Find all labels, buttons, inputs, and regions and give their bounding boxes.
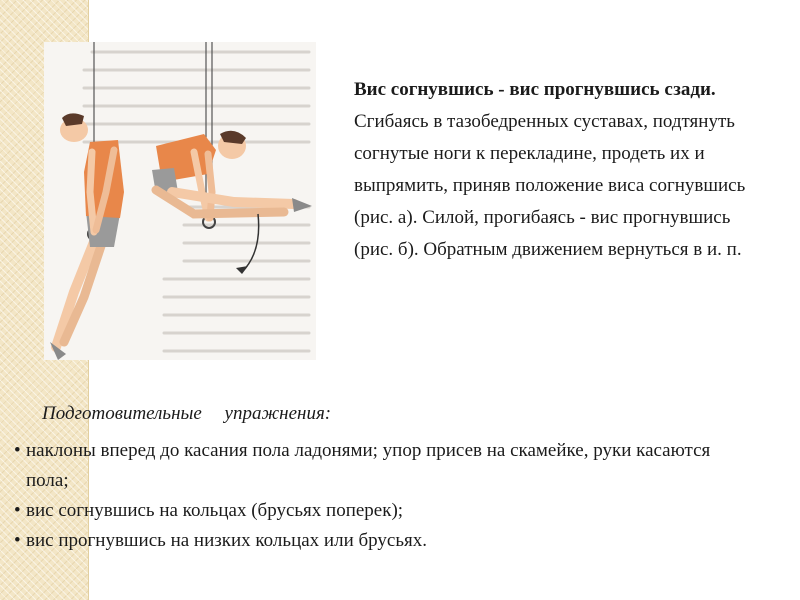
list-item	[14, 496, 754, 526]
bullet-icon: •	[14, 500, 21, 521]
preparatory-list	[14, 436, 754, 556]
list-item	[14, 436, 754, 496]
exercise-title: Вис согнувшись - вис прогнувшись сзади.	[354, 79, 716, 100]
bullet-icon: •	[14, 530, 21, 551]
gymnast-drawing	[44, 42, 316, 360]
list-item-text: наклоны вперед до касания пола ладонями; упор присев на скамейке, руки касаются пола;	[26, 440, 711, 491]
list-item-text: вис прогнувшись на низких кольцах или брусьях.	[26, 530, 427, 551]
bullet-icon: •	[14, 440, 21, 461]
exercise-description	[354, 74, 774, 266]
list-item-text: вис согнувшись на кольцах (брусьях поперек);	[26, 500, 404, 521]
exercise-text: Сгибаясь в тазобедренных суставах, подтянуть согнутые ноги к перекладине, продеть их и выпрямить, приняв положение виса согнувшись (рис. а). Силой, прогибаясь - вис прогнувшись (рис. б). Обратным движением вернуться в и. п.	[354, 111, 746, 260]
list-item	[14, 526, 754, 556]
gymnast-illustration	[44, 42, 316, 360]
preparatory-heading: Подготовительные упражнения:	[42, 403, 332, 424]
